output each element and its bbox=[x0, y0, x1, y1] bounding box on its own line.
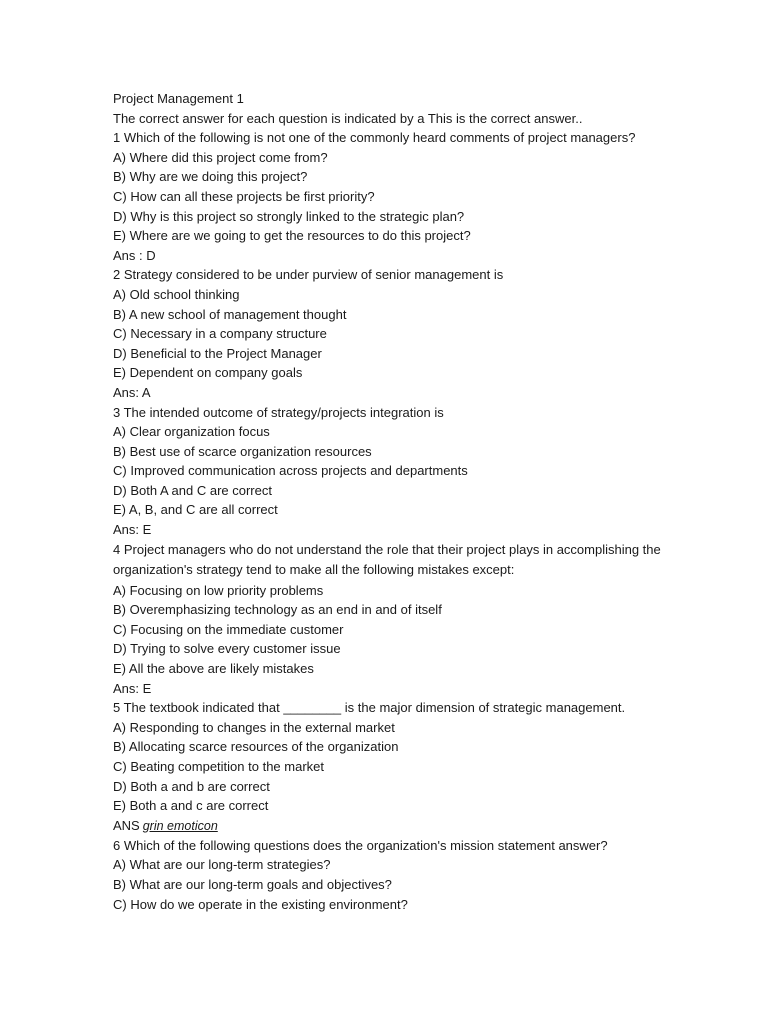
question-5-option-c: C) Beating competition to the market bbox=[113, 759, 324, 774]
doc-title: Project Management 1 bbox=[113, 91, 244, 106]
question-3: 3 The intended outcome of strategy/projects integration is bbox=[113, 404, 444, 420]
question-1-answer: Ans : D bbox=[113, 247, 156, 263]
question-6: 6 Which of the following questions does the organization's mission statement answer? bbox=[113, 837, 608, 853]
question-2-option-b: B) A new school of management thought bbox=[113, 306, 347, 322]
question-4-option-c: C) Focusing on the immediate customer bbox=[113, 621, 344, 637]
question-4-option-e: E) All the above are likely mistakes bbox=[113, 661, 314, 677]
question-2-option-d: D) Beneficial to the Project Manager bbox=[113, 345, 322, 361]
question-5-option-b: B) Allocating scarce resources of the organization bbox=[113, 739, 399, 755]
question-6-option-b: B) What are our long-term goals and objectives? bbox=[113, 876, 392, 892]
question-4-option-d: D) Trying to solve every customer issue bbox=[113, 641, 341, 657]
question-3-option-a: A) Clear organization focus bbox=[113, 424, 270, 440]
question-5: 5 The textbook indicated that ________ is the major dimension of strategic management. bbox=[113, 700, 626, 716]
doc-note: The correct answer for each question is indicated by a This is the correct answer.. bbox=[113, 110, 583, 126]
question-4-option-a: A) Focusing on low priority problems bbox=[113, 582, 324, 598]
question-6-option-c: C) How do we operate in the existing environment? bbox=[113, 896, 408, 912]
question-4-answer: Ans: E bbox=[113, 680, 152, 696]
question-3-answer: Ans: E bbox=[113, 522, 152, 538]
question-2-answer: Ans: A bbox=[113, 384, 151, 400]
question-3-option-d: D) Both A and C are correct bbox=[113, 482, 272, 498]
question-5-option-a: A) Responding to changes in the external market bbox=[113, 719, 395, 735]
question-5-answer-row bbox=[113, 816, 673, 836]
question-1-option-b: B) Why are we doing this project? bbox=[113, 169, 308, 185]
question-5-answer: ANS bbox=[113, 817, 140, 833]
question-4-option-b: B) Overemphasizing technology as an end in and of itself bbox=[113, 602, 442, 618]
question-3-option-e: E) A, B, and C are all correct bbox=[113, 502, 278, 518]
grin-emoticon-link[interactable]: grin emoticon bbox=[142, 818, 218, 833]
question-5-option-d: D) Both a and b are correct bbox=[113, 778, 270, 794]
document-body bbox=[113, 89, 673, 914]
question-1-option-a: A) Where did this project come from? bbox=[113, 149, 328, 165]
question-3-option-c: C) Improved communication across projects and departments bbox=[113, 463, 468, 479]
question-5-option-e: E) Both a and c are correct bbox=[113, 798, 269, 814]
question-2-option-c: C) Necessary in a company structure bbox=[113, 326, 327, 342]
question-2: 2 Strategy considered to be under purview of senior management is bbox=[113, 267, 504, 283]
question-2-option-e: E) Dependent on company goals bbox=[113, 365, 303, 381]
question-4: 4 Project managers who do not understand the role that their project plays in accomplishing the organization's strategy tend to make all the following mistakes except: bbox=[113, 541, 661, 578]
question-1: 1 Which of the following is not one of the commonly heard comments of project managers? bbox=[113, 130, 636, 146]
question-1-option-d: D) Why is this project so strongly linked to the strategic plan? bbox=[113, 208, 465, 224]
question-1-option-e: E) Where are we going to get the resources to do this project? bbox=[113, 228, 471, 244]
question-3-option-b: B) Best use of scarce organization resources bbox=[113, 443, 372, 459]
question-1-option-c: C) How can all these projects be first priority? bbox=[113, 188, 375, 204]
question-6-option-a: A) What are our long-term strategies? bbox=[113, 857, 331, 873]
question-2-option-a: A) Old school thinking bbox=[113, 286, 240, 302]
